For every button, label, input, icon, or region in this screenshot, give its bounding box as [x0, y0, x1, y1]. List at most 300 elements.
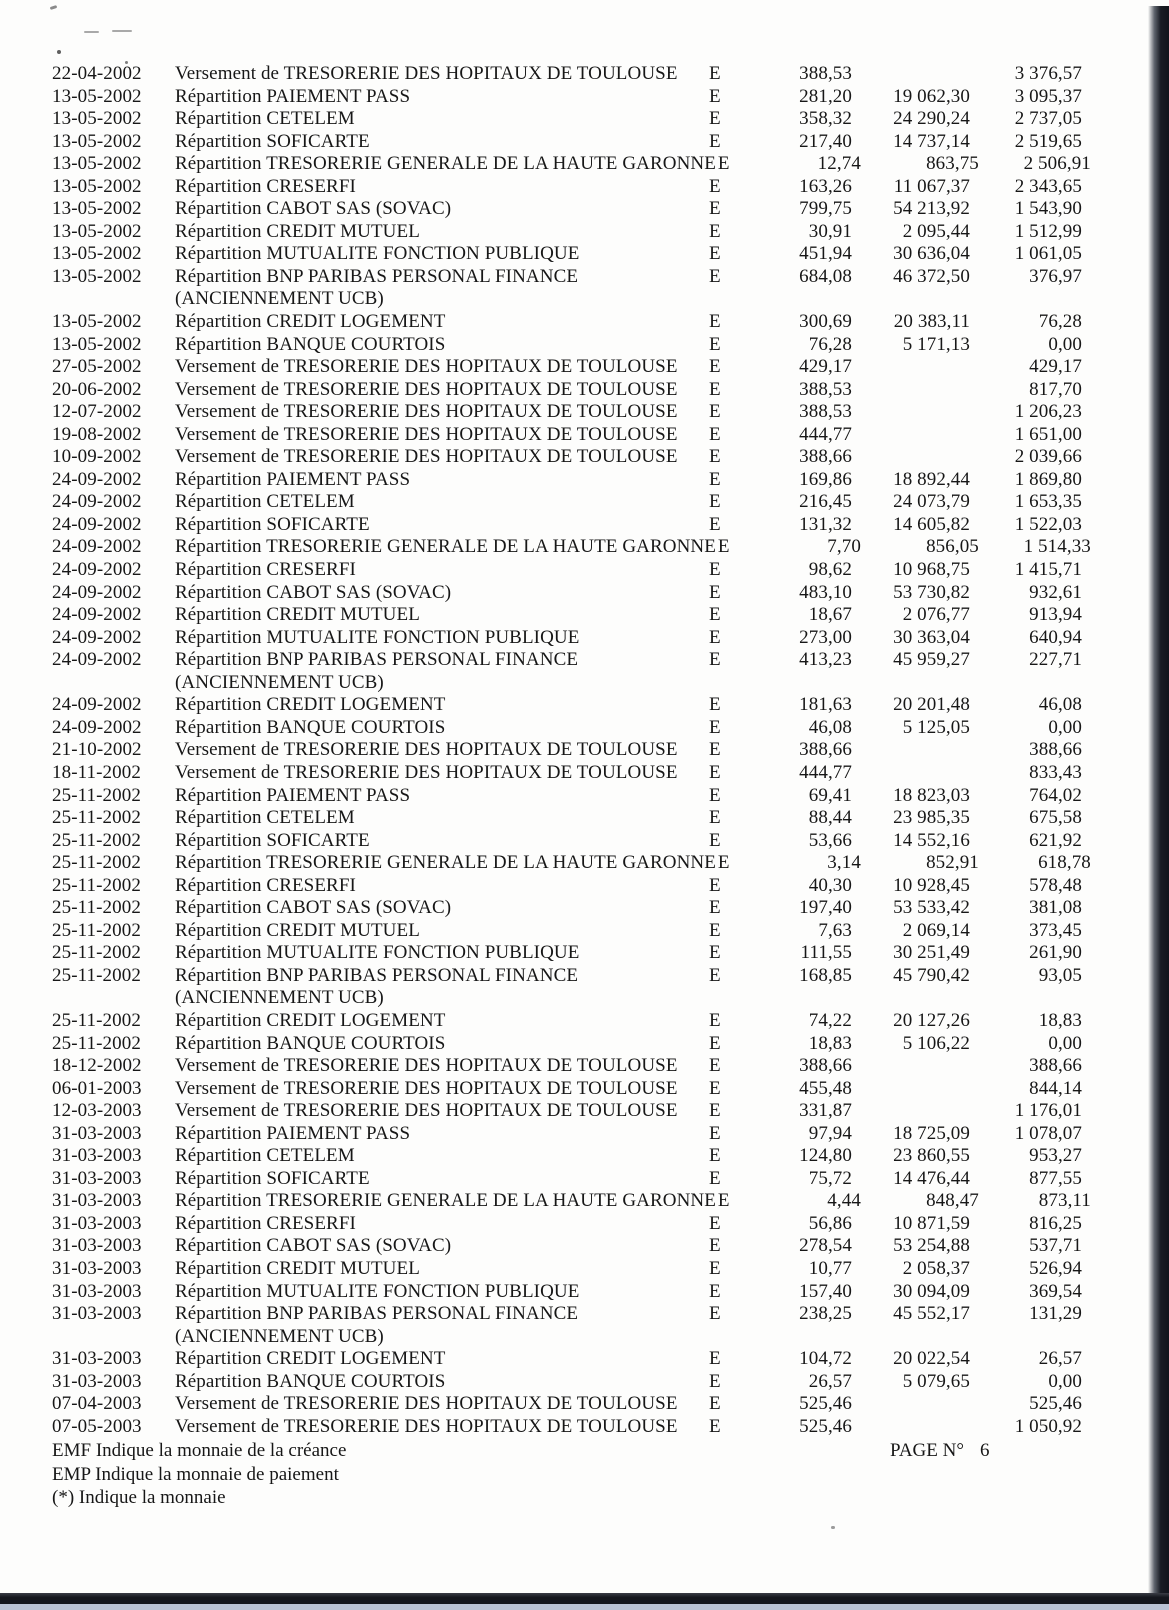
currency-code: E — [709, 1348, 721, 1370]
amount-paid: 7,63 — [818, 919, 852, 941]
table-row — [0, 1258, 1169, 1281]
transaction-date: 18-12-2002 — [52, 1055, 142, 1077]
currency-code: E — [709, 468, 721, 490]
currency-code: E — [709, 1009, 721, 1031]
amount-cumulative: 30 636,04 — [893, 243, 970, 265]
amount-cumulative: 20 383,11 — [893, 311, 970, 333]
amount-balance: 227,71 — [1029, 649, 1082, 671]
transaction-description-line1: Répartition CREDIT LOGEMENT — [175, 1009, 446, 1031]
amount-balance: 1 078,07 — [1014, 1122, 1082, 1144]
transaction-date: 13-05-2002 — [52, 153, 142, 175]
transaction-description — [175, 897, 707, 920]
legend-line-emp — [52, 1463, 1169, 1486]
transaction-description-line1: Répartition CREDIT LOGEMENT — [175, 311, 446, 333]
transaction-date: 13-05-2002 — [52, 333, 142, 355]
amount-balance: 537,71 — [1029, 1235, 1082, 1257]
amount-paid: 163,26 — [799, 175, 852, 197]
amount-paid: 444,77 — [799, 423, 852, 445]
amount-paid: 76,28 — [808, 333, 852, 355]
amount-cumulative: 54 213,92 — [893, 198, 970, 220]
table-row — [0, 536, 1169, 559]
currency-code: E — [717, 852, 730, 874]
transaction-description — [175, 266, 707, 311]
transaction-date: 24-09-2002 — [52, 559, 142, 581]
amount-balance: 578,48 — [1029, 874, 1082, 896]
amount-cumulative: 20 201,48 — [893, 694, 970, 716]
transaction-date: 13-05-2002 — [52, 220, 142, 242]
amount-cumulative: 5 171,13 — [902, 333, 970, 355]
currency-code: E — [709, 356, 721, 378]
transaction-description — [175, 1010, 707, 1033]
table-row — [0, 717, 1169, 740]
transaction-description — [175, 1258, 707, 1281]
currency-code: E — [709, 897, 721, 919]
transaction-description-line1: Répartition CRESERFI — [175, 175, 356, 197]
transaction-date: 13-05-2002 — [52, 265, 142, 287]
currency-code: E — [709, 1257, 721, 1279]
transaction-description — [175, 243, 707, 266]
currency-code: E — [709, 1393, 721, 1415]
amount-paid: 799,75 — [799, 198, 852, 220]
amount-balance: 816,25 — [1029, 1212, 1082, 1234]
amount-cumulative: 10 871,59 — [893, 1212, 970, 1234]
amount-paid: 7,70 — [827, 536, 861, 558]
amount-cumulative: 2 076,77 — [902, 604, 970, 626]
legend-emp-text: EMP Indique la monnaie de paiement — [52, 1463, 339, 1485]
transaction-description-line1: Répartition TRESORERIE GENERALE DE LA HAUTE GARONNE — [175, 1190, 716, 1212]
amount-balance: 526,94 — [1029, 1257, 1082, 1279]
table-row — [0, 266, 1169, 311]
amount-paid: 388,66 — [799, 739, 852, 761]
table-row — [0, 897, 1169, 920]
page-edge-bottom-shadow — [0, 1604, 1169, 1610]
transaction-description-line1: Répartition CREDIT MUTUEL — [175, 919, 420, 941]
amount-cumulative: 45 552,17 — [893, 1303, 970, 1325]
transaction-description-line1: Répartition SOFICARTE — [175, 513, 370, 535]
table-row — [0, 1393, 1169, 1416]
transaction-description — [175, 469, 707, 492]
transaction-description-line1: Répartition CRESERFI — [175, 874, 356, 896]
amount-cumulative: 30 363,04 — [893, 626, 970, 648]
transaction-date: 25-11-2002 — [52, 784, 141, 806]
currency-code: E — [709, 1303, 721, 1325]
transaction-description — [175, 1145, 707, 1168]
table-row — [0, 176, 1169, 199]
amount-paid: 388,66 — [799, 1055, 852, 1077]
amount-paid: 300,69 — [799, 311, 852, 333]
transaction-date: 13-05-2002 — [52, 108, 142, 130]
currency-code: E — [709, 784, 721, 806]
currency-code: E — [709, 1032, 721, 1054]
table-row — [0, 63, 1169, 86]
currency-code: E — [709, 739, 721, 761]
currency-code: E — [709, 626, 721, 648]
amount-cumulative: 863,75 — [926, 153, 979, 175]
transaction-description — [175, 1371, 707, 1394]
table-row — [0, 1078, 1169, 1101]
amount-paid: 69,41 — [808, 784, 852, 806]
transaction-date: 25-11-2002 — [52, 1009, 141, 1031]
amount-paid: 451,94 — [799, 243, 852, 265]
transaction-date: 25-11-2002 — [52, 874, 141, 896]
table-row — [0, 379, 1169, 402]
transaction-date: 31-03-2003 — [52, 1212, 142, 1234]
amount-paid: 74,22 — [808, 1009, 852, 1031]
table-row — [0, 1235, 1169, 1258]
amount-balance: 640,94 — [1029, 626, 1082, 648]
amount-cumulative: 53 533,42 — [893, 897, 970, 919]
amount-paid: 217,40 — [799, 130, 852, 152]
transaction-description-line1: Répartition CRESERFI — [175, 1212, 356, 1234]
transaction-description-line1: Répartition BNP PARIBAS PERSONAL FINANCE — [175, 1303, 579, 1325]
currency-code: E — [709, 513, 721, 535]
transaction-description-line1: Répartition BANQUE COURTOIS — [175, 1032, 446, 1054]
table-row — [0, 334, 1169, 357]
amount-paid: 525,46 — [799, 1415, 852, 1437]
currency-code: E — [709, 1077, 721, 1099]
amount-balance: 381,08 — [1029, 897, 1082, 919]
amount-balance: 388,66 — [1029, 739, 1082, 761]
amount-balance: 46,08 — [1038, 694, 1082, 716]
amount-balance: 621,92 — [1029, 829, 1082, 851]
transaction-description — [175, 559, 707, 582]
amount-cumulative: 2 095,44 — [902, 220, 970, 242]
transaction-date: 24-09-2002 — [52, 468, 142, 490]
amount-balance: 2 737,05 — [1014, 108, 1082, 130]
amount-balance: 2 506,91 — [1023, 153, 1091, 175]
amount-cumulative: 53 730,82 — [893, 581, 970, 603]
amount-balance: 877,55 — [1029, 1167, 1082, 1189]
transaction-date: 31-03-2003 — [52, 1167, 142, 1189]
transaction-description — [175, 334, 707, 357]
currency-code: E — [709, 243, 721, 265]
transaction-description-line1: Répartition SOFICARTE — [175, 1167, 370, 1189]
transaction-date: 31-03-2003 — [52, 1303, 142, 1325]
transaction-description-line1: Répartition BNP PARIBAS PERSONAL FINANCE — [175, 265, 579, 287]
currency-code: E — [709, 1167, 721, 1189]
transaction-date: 24-09-2002 — [52, 716, 142, 738]
currency-code: E — [717, 536, 730, 558]
amount-cumulative: 2 069,14 — [902, 919, 970, 941]
table-row — [0, 311, 1169, 334]
legend-emf-text: EMF Indique la monnaie de la créance — [52, 1440, 347, 1462]
amount-paid: 18,83 — [808, 1032, 852, 1054]
transaction-date: 25-11-2002 — [52, 964, 141, 986]
transaction-description — [175, 198, 707, 221]
transaction-description-line1: Répartition SOFICARTE — [175, 829, 370, 851]
legend-line-emf — [52, 1439, 1169, 1462]
transaction-description-line1: Versement de TRESORERIE DES HOPITAUX DE TOULOUSE — [175, 63, 678, 84]
transaction-date: 24-09-2002 — [52, 581, 142, 603]
table-row — [0, 852, 1169, 875]
table-row — [0, 1168, 1169, 1191]
scan-artifact — [84, 31, 99, 33]
amount-cumulative: 11 067,37 — [893, 175, 970, 197]
transaction-description — [175, 1235, 707, 1258]
transaction-description-line1: Répartition CABOT SAS (SOVAC) — [175, 198, 452, 220]
amount-paid: 169,86 — [799, 468, 852, 490]
table-row — [0, 86, 1169, 109]
currency-code: E — [709, 1055, 721, 1077]
amount-paid: 124,80 — [799, 1145, 852, 1167]
amount-balance: 3 376,57 — [1014, 63, 1082, 84]
currency-code: E — [709, 333, 721, 355]
transaction-description — [175, 1078, 707, 1101]
currency-code: E — [709, 63, 721, 84]
transaction-description-line1: Versement de TRESORERIE DES HOPITAUX DE TOULOUSE — [175, 446, 678, 468]
transaction-description-line1: Versement de TRESORERIE DES HOPITAUX DE TOULOUSE — [175, 761, 678, 783]
currency-code: E — [709, 311, 721, 333]
currency-code: E — [709, 1415, 721, 1437]
amount-cumulative: 18 892,44 — [893, 468, 970, 490]
amount-balance: 844,14 — [1029, 1077, 1082, 1099]
transaction-date: 31-03-2003 — [52, 1280, 142, 1302]
table-row — [0, 965, 1169, 1010]
table-row — [0, 1033, 1169, 1056]
transaction-description-line1: Versement de TRESORERIE DES HOPITAUX DE TOULOUSE — [175, 1393, 678, 1415]
transaction-description — [175, 965, 707, 1010]
transaction-description — [175, 1303, 707, 1348]
amount-cumulative: 45 959,27 — [893, 649, 970, 671]
amount-balance: 1 651,00 — [1014, 423, 1082, 445]
amount-paid: 40,30 — [808, 874, 852, 896]
transaction-description-line1: Versement de TRESORERIE DES HOPITAUX DE TOULOUSE — [175, 378, 678, 400]
amount-balance: 1 522,03 — [1014, 513, 1082, 535]
amount-paid: 388,53 — [799, 401, 852, 423]
transaction-description-line1: Répartition MUTUALITE FONCTION PUBLIQUE — [175, 1280, 580, 1302]
amount-balance: 429,17 — [1029, 356, 1082, 378]
transaction-date: 24-09-2002 — [52, 694, 142, 716]
amount-balance: 18,83 — [1038, 1009, 1082, 1031]
transaction-description-line1: Répartition TRESORERIE GENERALE DE LA HAUTE GARONNE — [175, 852, 716, 874]
currency-code: E — [709, 265, 721, 287]
transaction-description — [175, 785, 707, 808]
currency-code: E — [709, 1235, 721, 1257]
currency-code: E — [709, 807, 721, 829]
currency-code: E — [709, 604, 721, 626]
amount-paid: 684,08 — [799, 265, 852, 287]
scan-artifact — [112, 30, 132, 32]
currency-code: E — [709, 401, 721, 423]
amount-balance: 76,28 — [1038, 311, 1082, 333]
currency-code: E — [709, 1100, 721, 1122]
transaction-date: 21-10-2002 — [52, 739, 142, 761]
amount-paid: 413,23 — [799, 649, 852, 671]
footer-legend — [0, 1439, 1169, 1509]
table-row — [0, 762, 1169, 785]
currency-code: E — [709, 446, 721, 468]
table-row — [0, 514, 1169, 537]
amount-balance: 0,00 — [1048, 716, 1082, 738]
table-row — [0, 1100, 1169, 1123]
transaction-description-line1: Versement de TRESORERIE DES HOPITAUX DE TOULOUSE — [175, 1415, 678, 1437]
transaction-description-line1: Répartition CREDIT MUTUEL — [175, 604, 420, 626]
amount-paid: 444,77 — [799, 761, 852, 783]
transaction-description — [175, 1393, 707, 1416]
transaction-date: 10-09-2002 — [52, 446, 142, 468]
transaction-date: 24-09-2002 — [52, 491, 142, 513]
transaction-date: 25-11-2002 — [52, 919, 141, 941]
amount-balance: 675,58 — [1029, 807, 1082, 829]
transaction-date: 06-01-2003 — [52, 1077, 142, 1099]
amount-paid: 181,63 — [799, 694, 852, 716]
amount-cumulative: 19 062,30 — [893, 85, 970, 107]
transaction-date: 24-09-2002 — [52, 513, 142, 535]
currency-code: E — [709, 423, 721, 445]
table-row — [0, 243, 1169, 266]
transaction-description — [175, 627, 707, 650]
transaction-description-line1: Versement de TRESORERIE DES HOPITAUX DE TOULOUSE — [175, 739, 678, 761]
transaction-description — [175, 1348, 707, 1371]
transaction-description-line1: Répartition BANQUE COURTOIS — [175, 716, 446, 738]
transaction-description — [175, 153, 716, 176]
table-row — [0, 1190, 1169, 1213]
amount-cumulative: 30 251,49 — [893, 942, 970, 964]
scan-artifact — [50, 5, 58, 10]
amount-cumulative: 30 094,09 — [893, 1280, 970, 1302]
amount-paid: 331,87 — [799, 1100, 852, 1122]
currency-code: E — [709, 1212, 721, 1234]
transaction-description — [175, 582, 707, 605]
transaction-date: 31-03-2003 — [52, 1190, 142, 1212]
transaction-description — [175, 717, 707, 740]
amount-paid: 157,40 — [799, 1280, 852, 1302]
currency-code: E — [709, 694, 721, 716]
transaction-description — [175, 108, 707, 131]
amount-paid: 525,46 — [799, 1393, 852, 1415]
amount-cumulative: 5 079,65 — [902, 1370, 970, 1392]
transaction-date: 24-09-2002 — [52, 604, 142, 626]
amount-cumulative: 24 290,24 — [893, 108, 970, 130]
legend-line-star — [52, 1486, 1169, 1509]
currency-code: E — [709, 130, 721, 152]
transaction-description — [175, 604, 707, 627]
amount-paid: 455,48 — [799, 1077, 852, 1099]
amount-paid: 238,25 — [799, 1303, 852, 1325]
amount-cumulative: 14 476,44 — [893, 1167, 970, 1189]
amount-cumulative: 20 127,26 — [893, 1009, 970, 1031]
amount-paid: 388,53 — [799, 63, 852, 84]
amount-balance: 131,29 — [1029, 1303, 1082, 1325]
transaction-date: 25-11-2002 — [52, 852, 141, 874]
amount-balance: 2 039,66 — [1014, 446, 1082, 468]
amount-balance: 2 343,65 — [1014, 175, 1082, 197]
transaction-date: 31-03-2003 — [52, 1235, 142, 1257]
transaction-date: 19-08-2002 — [52, 423, 142, 445]
transaction-description — [175, 1100, 707, 1123]
transaction-description-line1: Répartition MUTUALITE FONCTION PUBLIQUE — [175, 243, 580, 265]
amount-balance: 3 095,37 — [1014, 85, 1082, 107]
transaction-date: 31-03-2003 — [52, 1145, 142, 1167]
amount-balance: 817,70 — [1029, 378, 1082, 400]
amount-paid: 216,45 — [799, 491, 852, 513]
table-row — [0, 198, 1169, 221]
currency-code: E — [709, 649, 721, 671]
amount-balance: 833,43 — [1029, 761, 1082, 783]
transaction-date: 07-05-2003 — [52, 1415, 142, 1437]
amount-balance: 932,61 — [1029, 581, 1082, 603]
table-row — [0, 108, 1169, 131]
amount-paid: 46,08 — [808, 716, 852, 738]
transaction-description — [175, 446, 707, 469]
amount-paid: 388,53 — [799, 378, 852, 400]
amount-paid: 429,17 — [799, 356, 852, 378]
transaction-description — [175, 1055, 707, 1078]
legend-star-text: (*) Indique la monnaie — [52, 1487, 226, 1509]
transaction-date: 27-05-2002 — [52, 356, 142, 378]
amount-balance: 388,66 — [1029, 1055, 1082, 1077]
currency-code: E — [709, 1122, 721, 1144]
transaction-date: 31-03-2003 — [52, 1348, 142, 1370]
table-row — [0, 424, 1169, 447]
transaction-description — [175, 176, 707, 199]
amount-cumulative: 45 790,42 — [893, 964, 970, 986]
amount-cumulative: 14 552,16 — [893, 829, 970, 851]
amount-paid: 12,74 — [817, 153, 861, 175]
transaction-description — [175, 379, 707, 402]
transaction-description-line1: Répartition CETELEM — [175, 807, 355, 829]
transaction-description-line1: Versement de TRESORERIE DES HOPITAUX DE TOULOUSE — [175, 401, 678, 423]
transaction-description — [175, 1281, 707, 1304]
transaction-description-line1: Répartition CETELEM — [175, 108, 355, 130]
amount-cumulative: 14 605,82 — [893, 513, 970, 535]
amount-paid: 10,77 — [808, 1257, 852, 1279]
transaction-date: 31-03-2003 — [52, 1257, 142, 1279]
transaction-description-line1: Versement de TRESORERIE DES HOPITAUX DE TOULOUSE — [175, 1100, 678, 1122]
amount-balance: 1 050,92 — [1014, 1415, 1082, 1437]
transaction-description — [175, 942, 707, 965]
table-row — [0, 1145, 1169, 1168]
table-row — [0, 920, 1169, 943]
table-row — [0, 401, 1169, 424]
transaction-description-line1: Répartition CREDIT LOGEMENT — [175, 1348, 446, 1370]
transaction-description — [175, 920, 707, 943]
currency-code: E — [709, 108, 721, 130]
amount-balance: 261,90 — [1029, 942, 1082, 964]
amount-balance: 913,94 — [1029, 604, 1082, 626]
amount-cumulative: 10 928,45 — [893, 874, 970, 896]
amount-paid: 278,54 — [799, 1235, 852, 1257]
table-row — [0, 153, 1169, 176]
transaction-description — [175, 1190, 716, 1213]
amount-cumulative: 5 125,05 — [902, 716, 970, 738]
transaction-description-line2: (ANCIENNEMENT UCB) — [175, 288, 384, 310]
amount-balance: 1 514,33 — [1023, 536, 1091, 558]
transaction-description — [175, 1213, 707, 1236]
amount-balance: 1 415,71 — [1014, 559, 1082, 581]
amount-cumulative: 5 106,22 — [902, 1032, 970, 1054]
amount-balance: 764,02 — [1029, 784, 1082, 806]
amount-paid: 26,57 — [808, 1370, 852, 1392]
amount-balance: 873,11 — [1038, 1190, 1091, 1212]
transaction-description — [175, 514, 707, 537]
transaction-description-line1: Répartition CABOT SAS (SOVAC) — [175, 1235, 452, 1257]
currency-code: E — [709, 220, 721, 242]
page-number-value: 6 — [980, 1440, 990, 1462]
amount-cumulative: 23 985,35 — [893, 807, 970, 829]
table-row — [0, 1348, 1169, 1371]
table-row — [0, 830, 1169, 853]
currency-code: E — [709, 1145, 721, 1167]
amount-balance: 376,97 — [1029, 265, 1082, 287]
transaction-date: 13-05-2002 — [52, 198, 142, 220]
amount-balance: 525,46 — [1029, 1393, 1082, 1415]
transaction-description — [175, 739, 707, 762]
amount-balance: 0,00 — [1048, 333, 1082, 355]
transaction-date: 22-04-2002 — [52, 63, 142, 84]
transaction-date: 13-05-2002 — [52, 175, 142, 197]
amount-paid: 53,66 — [808, 829, 852, 851]
